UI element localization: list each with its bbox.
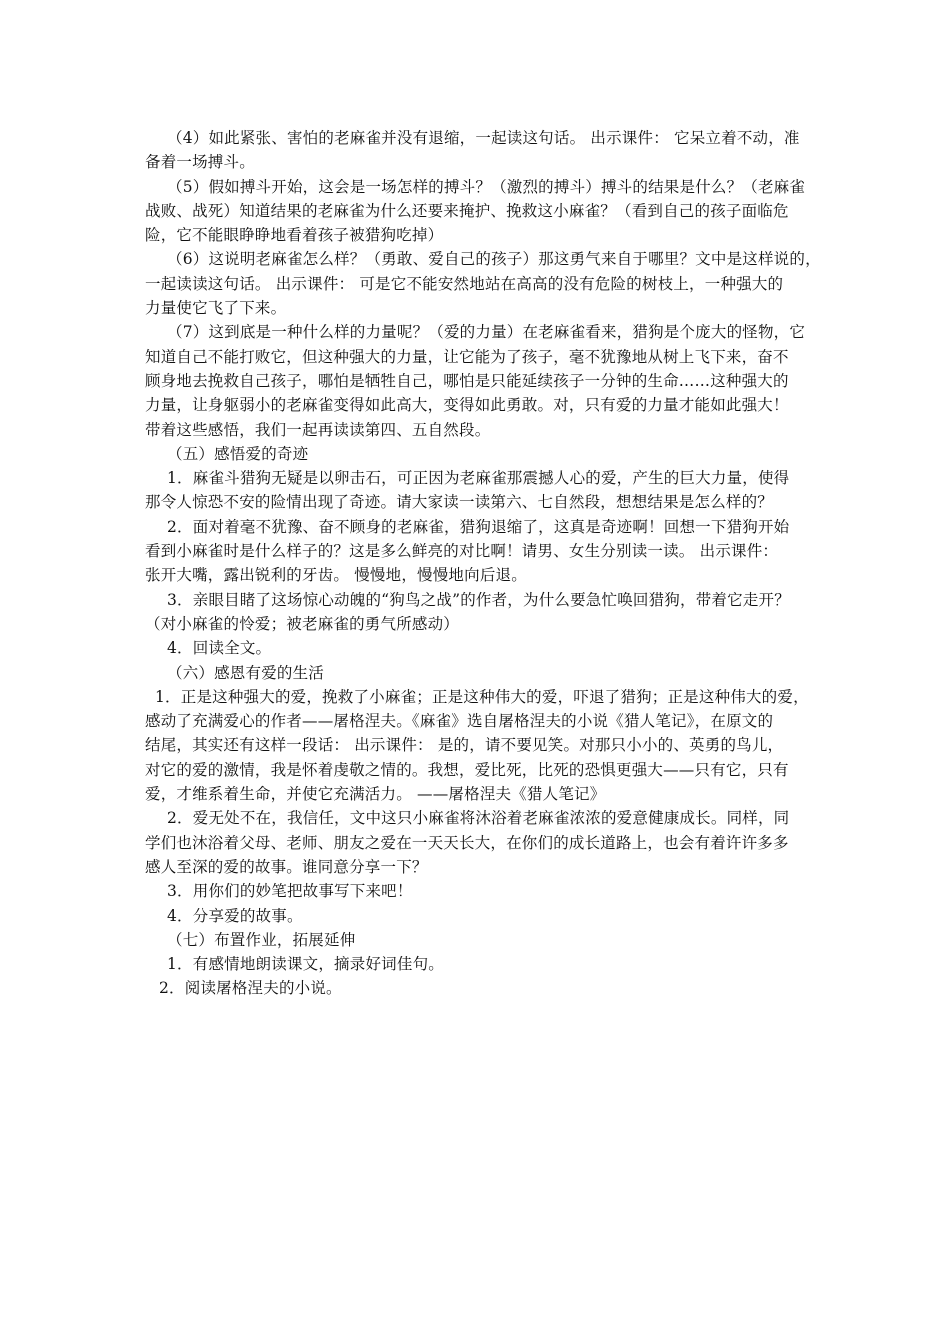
paragraph-line: 顾身地去挽救自己孩子，哪怕是牺牲自己，哪怕是只能延续孩子一分钟的生命……这种强大的 [145,371,789,390]
paragraph-line: 1．正是这种强大的爱，挽救了小麻雀；正是这种伟大的爱，吓退了猎狗；正是这种伟大的爱， [155,687,809,706]
paragraph-line: 感人至深的爱的故事。谁同意分享一下？ [145,857,428,876]
paragraph-line: 结尾，其实还有这样一段话： 出示课件： 是的，请不要见笑。对那只小小的、英勇的鸟儿， [145,736,784,755]
paragraph-line: 1．有感情地朗读课文，摘录好词佳句。 [167,955,444,974]
paragraph-line: 2．面对着毫不犹豫、奋不顾身的老麻雀，猎狗退缩了，这真是奇迹啊！回想一下猎狗开始 [167,517,790,536]
paragraph-line: 感动了充满爱心的作者——屠格涅夫。《麻雀》选自屠格涅夫的小说《猎人笔记》，在原文的 [145,712,774,731]
paragraph-line: 那令人惊恐不安的险情出现了奇迹。请大家读一读第六、七自然段，想想结果是怎么样的？ [145,493,774,512]
paragraph-line: 张开大嘴，露出锐利的牙齿。 慢慢地，慢慢地向后退。 [145,566,527,585]
paragraph-line: 3．用你们的妙笔把故事写下来吧！ [167,882,413,901]
paragraph-line: 力量使它飞了下来。 [145,299,287,318]
document-body [145,126,821,1001]
section-heading: （五）感悟爱的奇迹 [167,444,309,463]
paragraph-line: （对小麻雀的怜爱；被老麻雀的勇气所感动） [145,614,460,633]
paragraph-line: （4）如此紧张、害怕的老麻雀并没有退缩，一起读这句话。 出示课件： 它呆立着不动，准 [167,129,800,147]
paragraph-line: 带着这些感悟，我们一起再读读第四、五自然段。 [145,420,491,439]
paragraph-line: 看到小麻雀时是什么样子的？这是多么鲜亮的对比啊！请男、女生分别读一读。 出示课件： [145,542,779,561]
paragraph-line: 3．亲眼目睹了这场惊心动魄的“狗鸟之战”的作者，为什么要急忙唤回猎狗，带着它走开？ [167,590,790,609]
paragraph-line: 1．麻雀斗猎狗无疑是以卵击石，可正因为老麻雀那震撼人心的爱，产生的巨大力量，使得 [167,469,790,488]
paragraph-line: 对它的爱的激情，我是怀着虔敬之情的。我想，爱比死，比死的恐惧更强大——只有它，只有 [145,760,789,779]
paragraph-line: 力量，让身躯弱小的老麻雀变得如此高大，变得如此勇敢。对，只有爱的力量才能如此强大！ [145,396,789,415]
paragraph-line: （7）这到底是一种什么样的力量呢？（爱的力量）在老麻雀看来，猎狗是个庞大的怪物，它 [167,323,806,342]
paragraph-line: 备着一场搏斗。 [145,153,255,172]
section-heading: （七）布置作业，拓展延伸 [167,930,356,949]
paragraph-line: 2．爱无处不在，我信任，文中这只小麻雀将沐浴着老麻雀浓浓的爱意健康成长。同样，同 [167,809,790,828]
paragraph-line: （5）假如搏斗开始，这会是一场怎样的搏斗？（激烈的搏斗）搏斗的结果是什么？（老麻雀 [167,177,806,196]
paragraph-line: 知道自己不能打败它，但这种强大的力量，让它能为了孩子，毫不犹豫地从树上飞下来，奋不 [145,347,789,366]
section-heading: （六）感恩有爱的生活 [167,663,325,682]
paragraph-line: （6）这说明老麻雀怎么样？（勇敢、爱自己的孩子）那这勇气来自于哪里？文中是这样说的， [167,250,821,269]
paragraph-line: 4．回读全文。 [167,639,272,658]
paragraph-line: 险，它不能眼睁睁地看着孩子被猎狗吃掉） [145,226,444,245]
paragraph-line: 战败、战死）知道结果的老麻雀为什么还要来掩护、挽救这小麻雀？（看到自己的孩子面临危 [145,201,789,220]
paragraph-line: 4．分享爱的故事。 [167,906,303,925]
paragraph-line: 一起读读这句话。 出示课件： 可是它不能安然地站在高高的没有危险的树枝上，一种强大的 [145,274,784,293]
paragraph-line: 学们也沐浴着父母、老师、朋友之爱在一天天长大，在你们的成长道路上，也会有着许许多多 [145,833,789,852]
paragraph-line: 爱，才维系着生命，并使它充满活力。 ——屠格涅夫《猎人笔记》 [145,785,606,804]
paragraph-line: 2．阅读屠格涅夫的小说。 [159,979,342,998]
